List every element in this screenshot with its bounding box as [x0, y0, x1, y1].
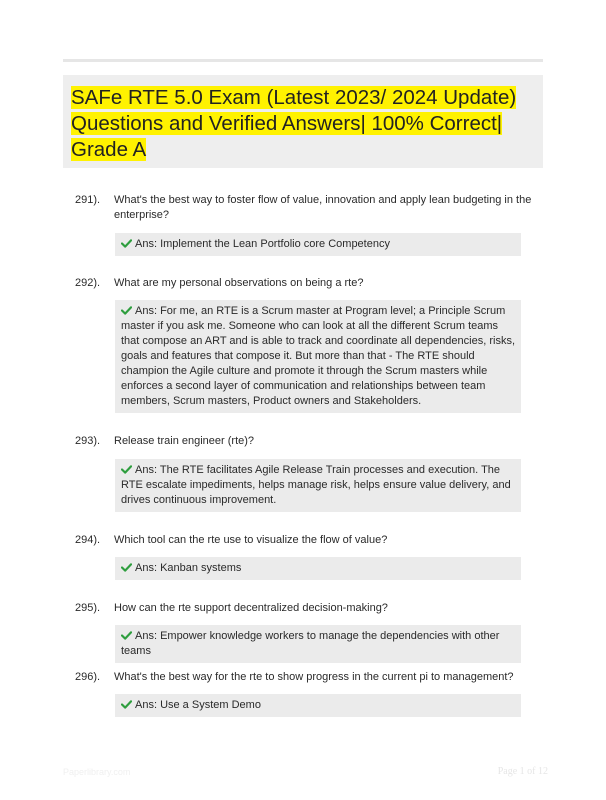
top-divider — [63, 59, 543, 62]
checkmark-icon — [121, 465, 132, 474]
question-number: 292). — [75, 277, 101, 289]
answer-box — [115, 557, 521, 580]
page-number: Page 1 of 12 — [497, 766, 548, 777]
checkmark-icon — [121, 700, 132, 709]
answer-text: Ans: Empower knowledge workers to manage the dependencies with other teams — [121, 630, 500, 657]
answer-box — [115, 625, 521, 663]
answer-text: Ans: Use a System Demo — [135, 699, 261, 711]
title-line-1: SAFe RTE 5.0 Exam (Latest 2023/ 2024 Update) — [71, 86, 517, 109]
answer-text: Ans: Kanban systems — [135, 562, 242, 574]
page-title — [71, 85, 541, 163]
question-number: 296). — [75, 671, 101, 683]
answer-text: Ans: For me, an RTE is a Scrum master at Program level; a Principle Scrum master if you ask me. Someone who can look at all the different Scrum teams that compose an ART and is able to track and coordinate all dependencies, risks, goals and features that compose it. But more than that - The RTE should champion the Agile culture and promote it through the Scrum masters while enforces a second layer of communication and relationships between team members, Scrum masters, Product owners and Stakeholders. — [121, 305, 515, 407]
footer-watermark: Paperlibrary.com — [63, 767, 131, 777]
question-number: 295). — [75, 602, 101, 614]
question-number: 293). — [75, 435, 101, 447]
answer-box — [115, 459, 521, 512]
checkmark-icon — [121, 306, 132, 315]
checkmark-icon — [121, 239, 132, 248]
answer-box — [115, 694, 521, 717]
question-number: 291). — [75, 194, 101, 206]
question-text: What are my personal observations on being a rte? — [114, 277, 364, 289]
question-text: How can the rte support decentralized decision-making? — [114, 602, 388, 614]
question-text: Release train engineer (rte)? — [114, 435, 255, 447]
answer-text: Ans: The RTE facilitates Agile Release Train processes and execution. The RTE escalate impediments, helps manage risk, helps ensure value delivery, and drives continuous improvement. — [121, 464, 511, 506]
answer-box — [115, 233, 521, 256]
answer-box — [115, 300, 521, 413]
question-number: 294). — [75, 534, 101, 546]
checkmark-icon — [121, 631, 132, 640]
question-text: What's the best way to foster flow of value, innovation and apply lean budgeting in the enterprise? — [114, 194, 532, 221]
checkmark-icon — [121, 563, 132, 572]
answer-text: Ans: Implement the Lean Portfolio core Competency — [135, 238, 390, 250]
question-text: Which tool can the rte use to visualize the flow of value? — [114, 534, 388, 546]
title-line-2: Questions and Verified Answers| 100% Correct| — [71, 112, 503, 135]
title-line-3: Grade A — [71, 138, 147, 161]
question-text: What's the best way for the rte to show progress in the current pi to management? — [114, 671, 514, 683]
title-block — [63, 75, 543, 168]
